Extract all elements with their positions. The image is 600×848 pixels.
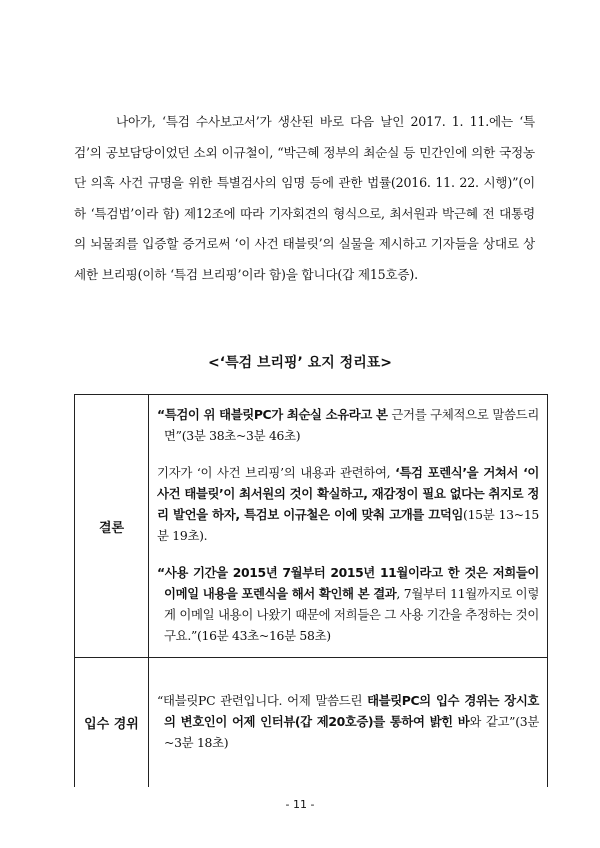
- quote-item: [157, 462, 539, 546]
- page-number: - 11 -: [285, 798, 315, 811]
- briefing-summary-table: [74, 394, 548, 787]
- row-label-acquisition: 입수 경위: [75, 658, 149, 788]
- quote-bold-text: 태블릿PC의 입수 경위는 장시호의 변호인이 어제 인터뷰(갑 제20호증)를 통하여 밝힌 바: [164, 693, 539, 729]
- row-content-acquisition: [149, 658, 548, 788]
- quote-text: 근거를 구체적으로 말씀드리면”(3분 38초~3분 46초): [164, 407, 539, 443]
- quote-bold-text: “특검이 위 태블릿PC가 최순실 소유라고 본: [157, 407, 388, 422]
- table-row-acquisition: [75, 658, 548, 788]
- quote-text: “태블릿PC 관련입니다. 어제 말씀드린: [157, 693, 368, 708]
- quote-bold-text: “사용 기간을 2015년 7월부터 2015년 11월이라고 한 것은 저희들이 이메일 내용을 포렌식을 해서 확인해 본 결과: [157, 565, 539, 601]
- quote-item: [157, 404, 539, 446]
- quote-bold-text: ‘특검 포렌식’을 거쳐서 ‘이 사건 태블릿’이 최서원의 것이 확실하고, 재감정이 필요 없다는 취지로 정리 발언을 하자, 특검보 이규철은 이에 맞춰 고개를 끄덕임: [157, 465, 539, 522]
- table-row-conclusion: [75, 395, 548, 658]
- table-title: <‘특검 브리핑’ 요지 정리표>: [208, 355, 392, 371]
- quote-text: , 7월부터 11월까지로 이렇게 이메일 내용이 나왔기 때문에 저희들은 그 사용 기간을 추정하는 것이구요.”(16분 43초~16분 58초): [164, 586, 539, 643]
- quote-text: 기자가 ‘이 사건 브리핑’의 내용과 관련하여,: [157, 465, 396, 480]
- quote-text: (15분 13~15분 19초).: [157, 507, 539, 543]
- quote-item: [157, 562, 539, 646]
- quote-text: 와 같고”(3분~3분 18초): [164, 714, 539, 750]
- body-paragraph: 나아가, ‘특검 수사보고서’가 생산된 바로 다음 날인 2017. 1. 11.에는 ‘특검’의 공보담당이었던 소외 이규철이, “박근혜 정부의 최순실 등 민간인에 의한 국정농단 의혹 사건 규명을 위한 특별검사의 임명 등에 관한 법률(2016. 11. 22. 시행)”(이하 ‘특검법’이라 함) 제12조에 따라 기자회견의 형식으로, 최서원과 박근혜 전 대통령의 뇌물죄를 입증할 증거로써 ‘이 사건 태블릿’의 실물을 제시하고 기자들을 상대로 상세한 브리핑(이하 ‘특검 브리핑’이라 함)을 합니다(갑 제15호증).: [74, 114, 535, 282]
- quote-item: [157, 690, 539, 753]
- row-content-conclusion: [149, 395, 548, 658]
- row-label-conclusion: 결론: [75, 395, 149, 658]
